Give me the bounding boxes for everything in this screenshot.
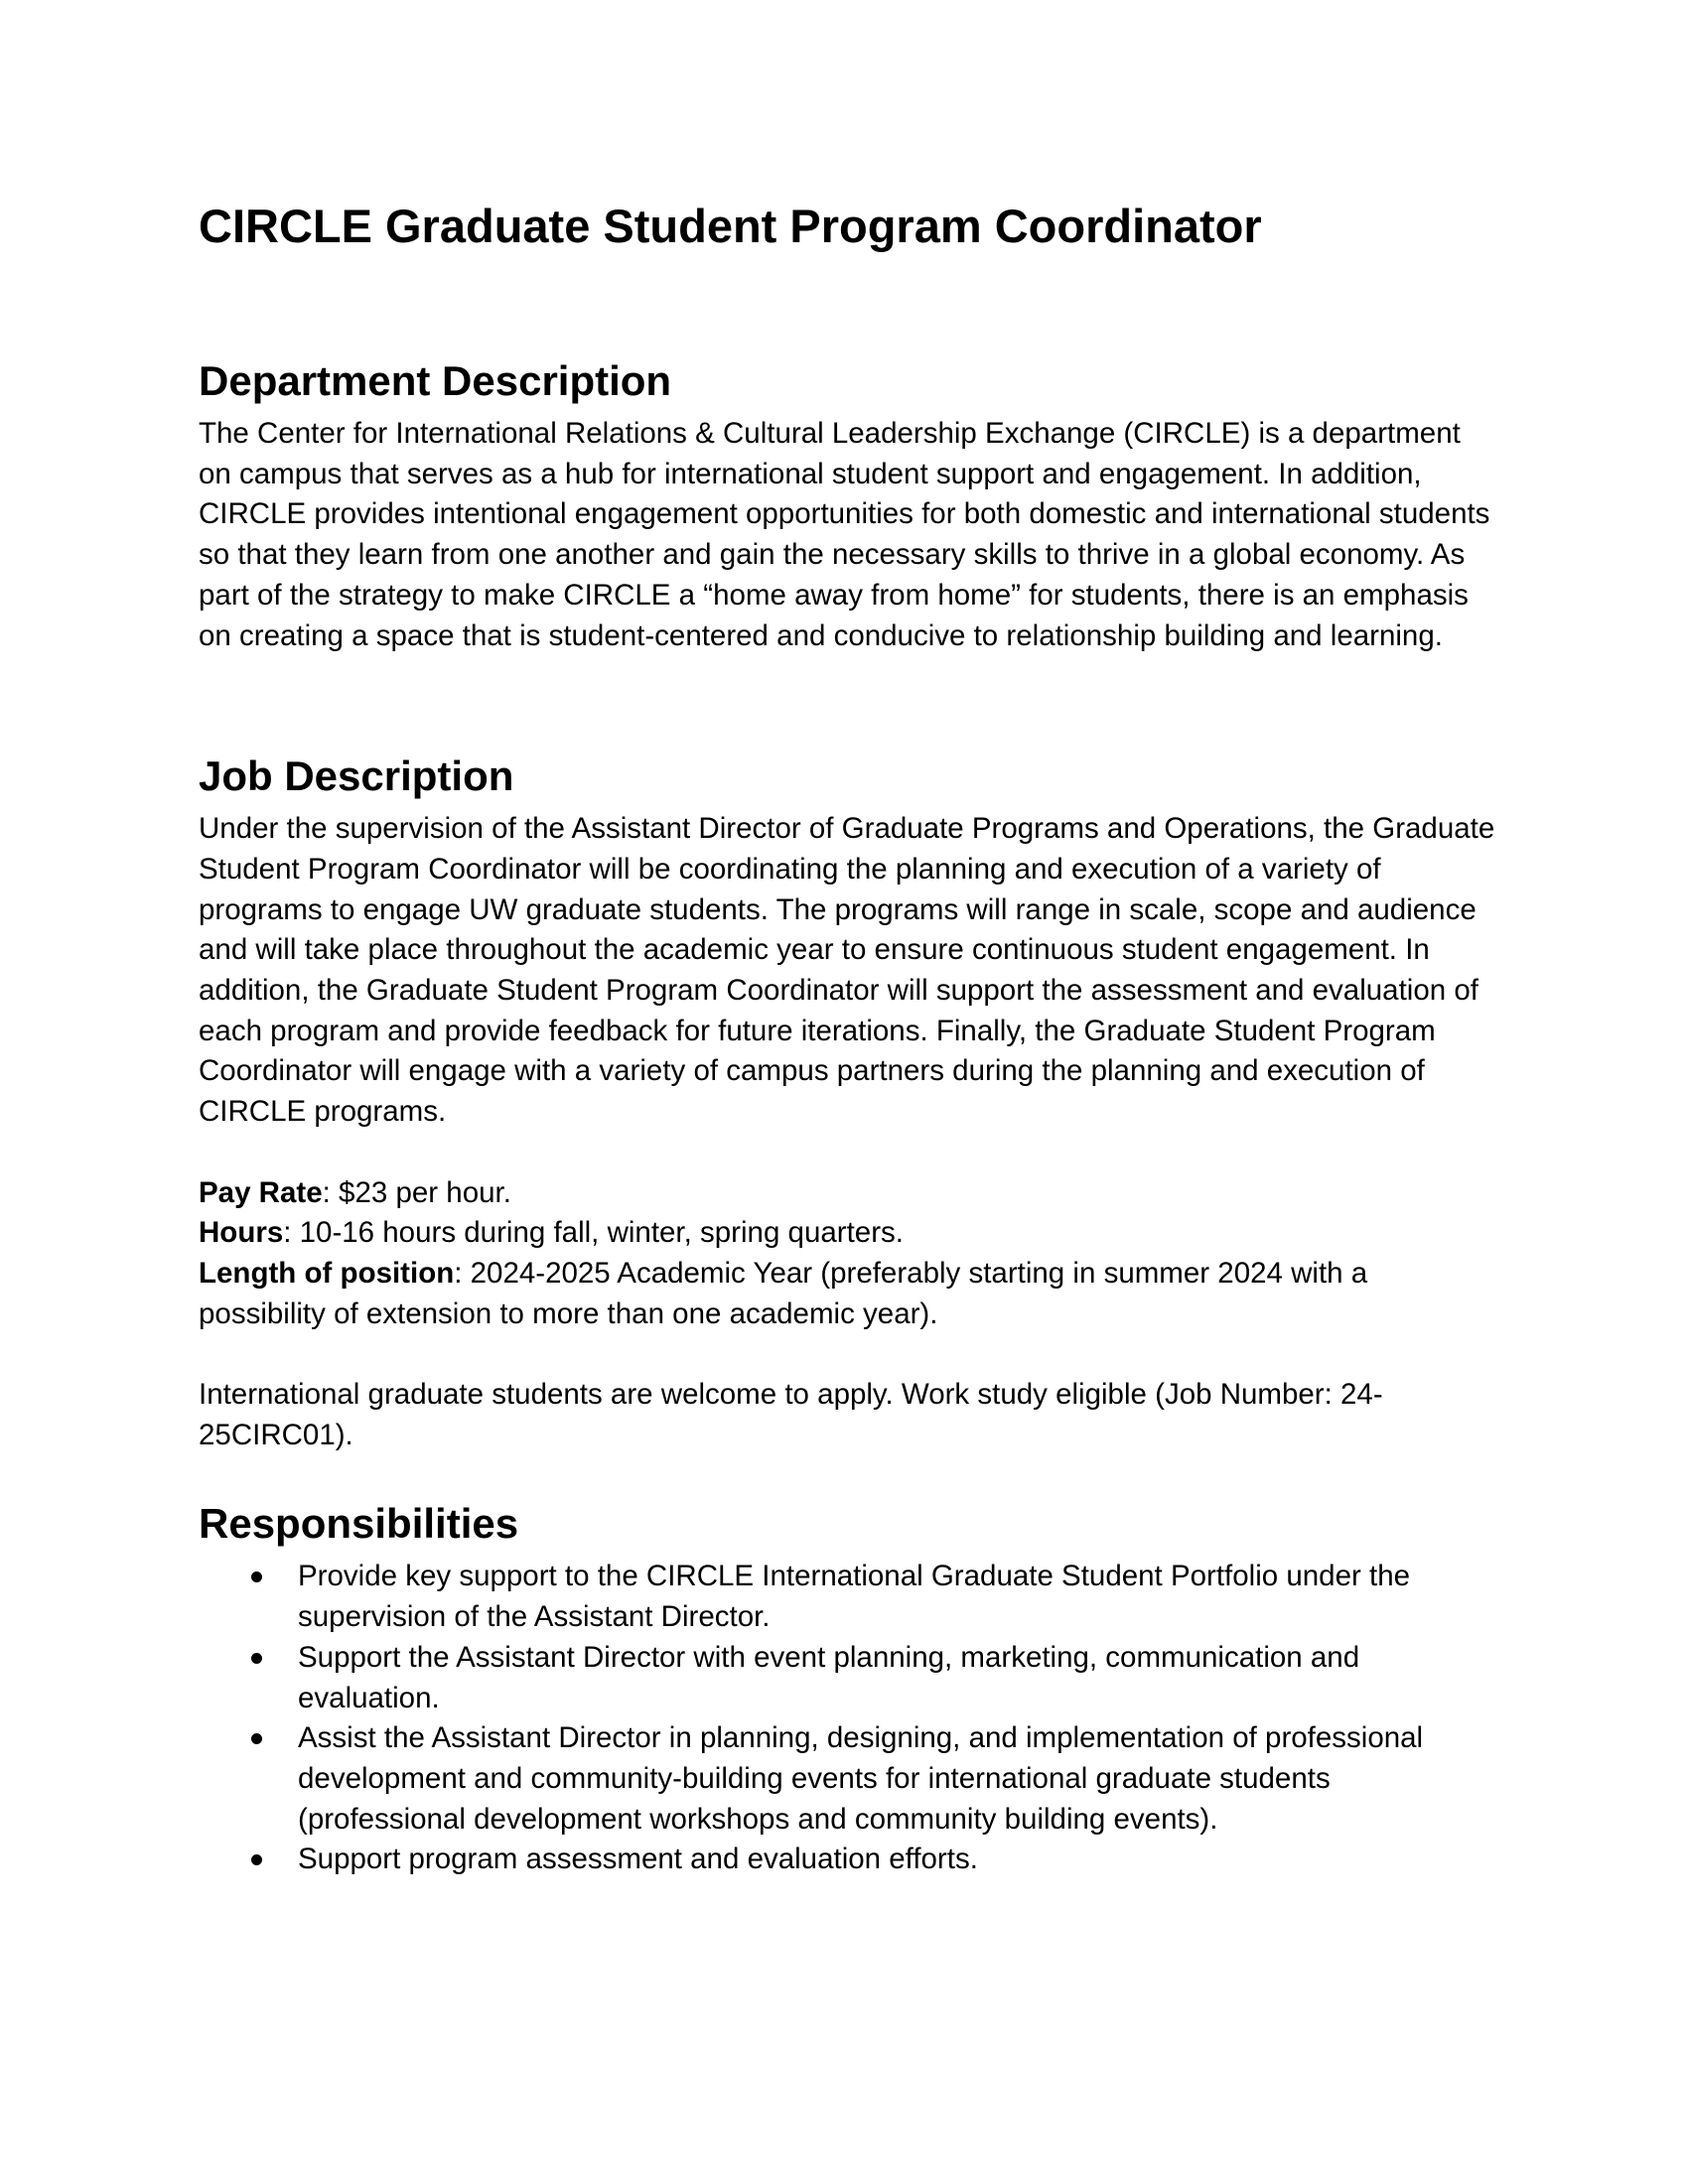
department-description-text: The Center for International Relations & Cultural Leadership Exchange (CIRCLE) is a department on campus that serves as a hub for international student support and engagement. In addition, CIRCLE provides intentional engagement opportunities for both domestic and international students so that they learn from one another and gain the necessary skills to thrive in a global economy. As part of the strategy to make CIRCLE a “home away from home” for students, there is an emphasis on creating a space that is student-centered and conducive to relationship building and learning. — [199, 417, 1490, 652]
job-description-section — [199, 748, 1499, 1455]
department-description-heading: Department Description — [199, 357, 672, 404]
pay-rate-value: : $23 per hour. — [322, 1175, 511, 1209]
length-of-position-label: Length of position — [199, 1256, 455, 1290]
list-item-text: Support the Assistant Director with event planning, marketing, communication and evaluation. — [298, 1640, 1360, 1714]
list-item-text: Support program assessment and evaluation efforts. — [298, 1843, 978, 1876]
list-item — [199, 1840, 1499, 1880]
hours-value: : 10-16 hours during fall, winter, spring quarters. — [283, 1216, 904, 1250]
pay-rate-line — [199, 1173, 1499, 1214]
job-description-text: Under the supervision of the Assistant Director of Graduate Programs and Operations, the Graduate Student Program Coordinator will be coordinating the planning and execution of a variety of programs to engage UW graduate students. The programs will range in scale, scope and audience and will take place throughout the academic year to ensure continuous student engagement. In addition, the Graduate Student Program Coordinator will support the assessment and evaluation of each program and provide feedback for future iterations. Finally, the Graduate Student Program Coordinator will engage with a variety of campus partners during the planning and execution of CIRCLE programs. — [199, 812, 1495, 1129]
responsibilities-section — [199, 1495, 1499, 1880]
list-item — [199, 1718, 1499, 1840]
bullet-icon — [251, 1854, 262, 1865]
pay-rate-label: Pay Rate — [199, 1175, 323, 1209]
length-of-position-line — [199, 1254, 1499, 1334]
job-description-heading: Job Description — [199, 752, 514, 800]
list-item-text: Provide key support to the CIRCLE International Graduate Student Portfolio under the supervision of the Assistant Director. — [298, 1560, 1411, 1634]
bullet-icon — [251, 1571, 262, 1582]
list-item-text: Assist the Assistant Director in planning, designing, and implementation of professional development and community-building events for international graduate students (professional development workshops and community building events). — [298, 1721, 1424, 1836]
hours-line — [199, 1213, 1499, 1254]
list-item — [199, 1557, 1499, 1637]
responsibilities-list — [199, 1557, 1499, 1880]
hours-label: Hours — [199, 1216, 284, 1250]
position-details — [199, 1173, 1499, 1335]
department-description-section — [199, 352, 1499, 656]
document-title: CIRCLE Graduate Student Program Coordinator — [199, 200, 1262, 252]
international-students-note: International graduate students are welcome to apply. Work study eligible (Job Number: 24-25CIRC01). — [199, 1378, 1383, 1451]
list-item — [199, 1638, 1499, 1718]
bullet-icon — [251, 1733, 262, 1744]
bullet-icon — [251, 1653, 262, 1664]
responsibilities-heading: Responsibilities — [199, 1500, 519, 1548]
length-of-position-value: : 2024-2025 Academic Year (preferably starting in summer 2024 with a possibility of extension to more than one academic year). — [199, 1256, 1368, 1330]
document-page — [199, 194, 1499, 1880]
